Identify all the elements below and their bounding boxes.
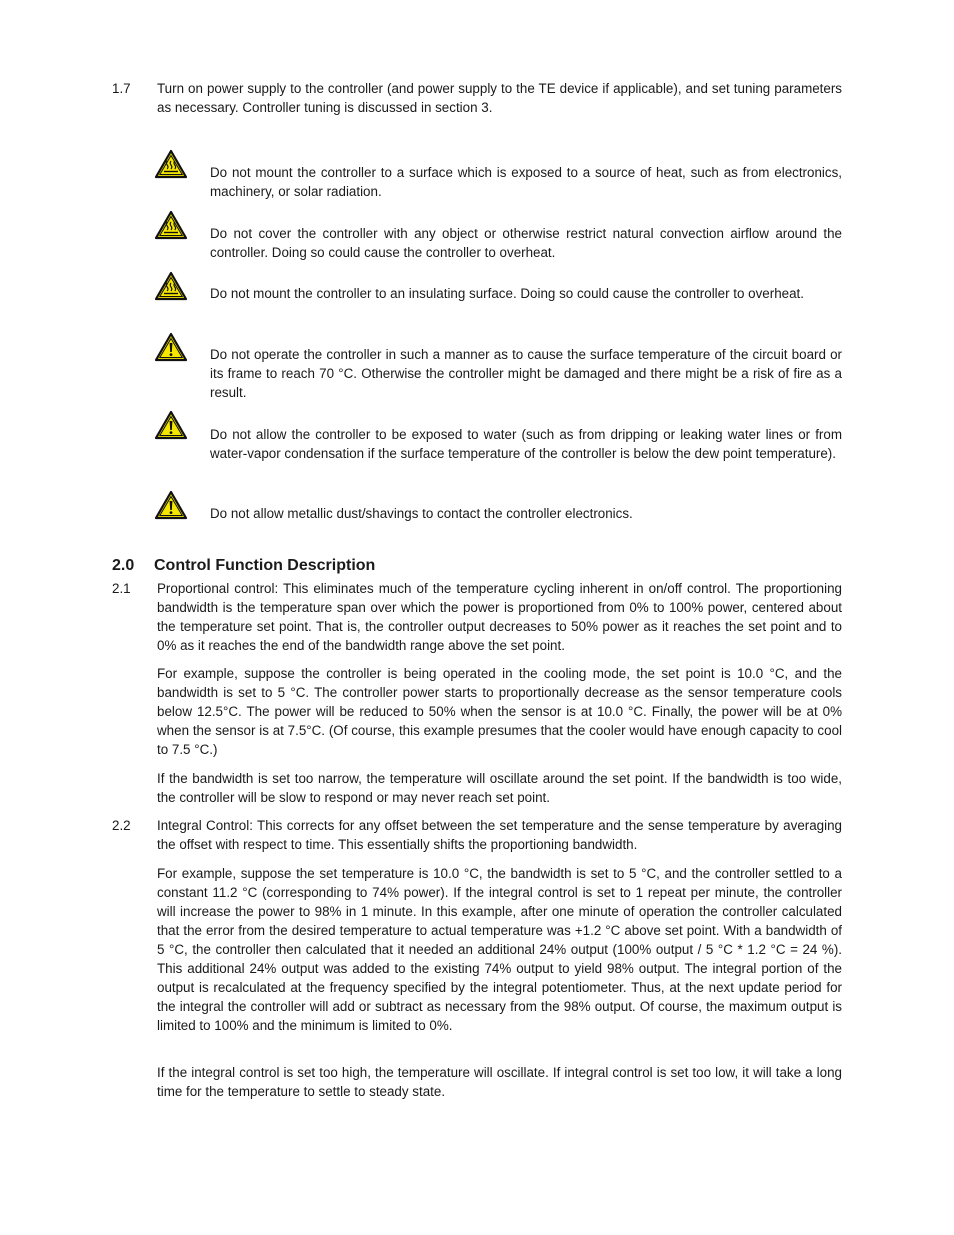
warning-text: Do not allow the controller to be exposed to water (such as from dripping or leaking water lines or from water-vapor condensation if the surface temperature of the controller is below the dew point temperature). xyxy=(210,427,842,461)
integral-note-paragraph: If the integral control is set too high, the temperature will oscillate. If integral control is set too low, it will take a long time for the temperature to settle to steady state. xyxy=(157,1065,842,1099)
proportional-control-paragraph: Proportional control: This eliminates much of the temperature cycling inherent in on/off control. The proportioning bandwidth is the temperature span over which the power is proportioned from 0% to 100% power, centered about the temperature set point. That is, the controller output decreases to 50% power as it reaches the set point and to 0% as it reaches the end of the bandwidth range above the set point. xyxy=(157,581,842,653)
integral-example-paragraph: For example, suppose the set temperature is 10.0 °C, the bandwidth is set to 5 °C, and the controller settled to a constant 11.2 °C (corresponding to 74% power). If the integral control is set to 1 repeat per minute, the controller will increase the power to 98% in 1 minute. In this example, after one minute of operation the controller calculated that the error from the desired temperature to actual temperature was +1.2 °C above set point. With a bandwidth of 5 °C, the controller then calculated that it needed an additional 24% output (100% output / 5 °C * 1.2 °C = 24 %). This additional 24% output was added to the existing 74% output to yield 98% output. The integral portion of the output is recalculated at the frequency specified by the integral potentiometer. Thus, at the next update period for the integral the controller will add or subtract as necessary from the 98% output. Of course, the maximum output is limited to 100% and the minimum is limited to 0%. xyxy=(157,866,842,1033)
proportional-example-paragraph: For example, suppose the controller is being operated in the cooling mode, the set point is 10.0 °C, and the bandwidth is set to 5 °C. The controller power starts to proportionally decrease as the sensor temperature cools below 12.5°C. The power will be reduced to 50% when the sensor is at 10.0 °C. Finally, the power will be at 0% when the sensor is at 7.5°C. (Of course, this example presumes that the cooler would have enough capacity to cool to 7.5 °C.) xyxy=(157,666,842,757)
section-title: Control Function Description xyxy=(154,557,376,574)
integral-control-paragraph: Integral Control: This corrects for any offset between the set temperature and the sense temperature by averaging the offset with respect to time. This essentially shifts the proportioning bandwidth. xyxy=(157,818,842,852)
general-warning-icon xyxy=(154,332,188,362)
warning-text: Do not mount the controller to an insulating surface. Doing so could cause the controller to overheat. xyxy=(210,286,804,301)
bandwidth-note-paragraph: If the bandwidth is set too narrow, the temperature will oscillate around the set point. If the bandwidth is too wide, the controller will be slow to respond or may never reach set point. xyxy=(157,771,842,805)
warning-text: Do not allow metallic dust/shavings to contact the controller electronics. xyxy=(210,506,633,521)
general-warning-icon xyxy=(154,490,188,520)
step-number: 2.1 xyxy=(112,581,131,596)
hot-surface-warning-icon xyxy=(154,210,188,240)
step-1-7-text: Turn on power supply to the controller (and power supply to the TE device if applicable), and set tuning parameters as necessary. Controller tuning is discussed in section 3. xyxy=(157,81,842,115)
section-number: 2.0 xyxy=(112,557,135,574)
warning-text: Do not mount the controller to a surface which is exposed to a source of heat, such as from electronics, machinery, or solar radiation. xyxy=(210,165,842,199)
hot-surface-warning-icon xyxy=(154,149,188,179)
step-number: 2.2 xyxy=(112,818,131,833)
warning-text: Do not cover the controller with any object or otherwise restrict natural convection airflow around the controller. Doing so could cause the controller to overheat. xyxy=(210,226,842,260)
general-warning-icon xyxy=(154,410,188,440)
warning-text: Do not operate the controller in such a manner as to cause the surface temperature of the circuit board or its frame to reach 70 °C. Otherwise the controller might be damaged and there might be a risk of fire as a result. xyxy=(210,347,842,400)
step-number: 1.7 xyxy=(112,81,131,96)
hot-surface-warning-icon xyxy=(154,271,188,301)
section-heading xyxy=(112,556,375,576)
